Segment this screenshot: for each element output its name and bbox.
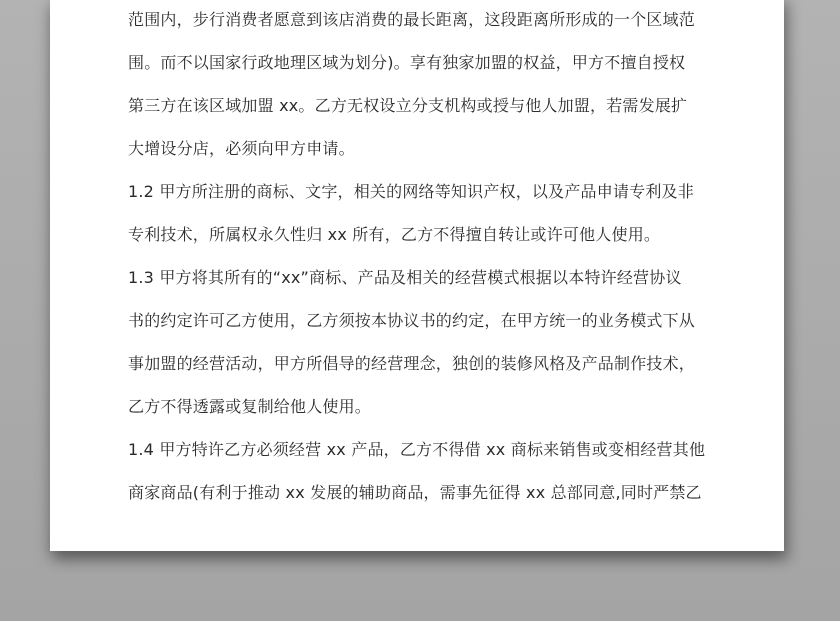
clause-1-3-line-4: 乙方不得透露或复制给他人使用。 — [128, 397, 372, 416]
clause-1-3-line-3: 事加盟的经营活动，甲方所倡导的经营理念，独创的装修风格及产品制作技术， — [128, 354, 696, 373]
clause-1-4-line-2: 商家商品(有利于推动 xx 发展的辅助商品，需事先征得 xx 总部同意,同时严禁乙 — [128, 483, 702, 502]
text-line: 大增设分店，必须向甲方申请。 — [128, 139, 355, 158]
clause-1-4-line-1: 1.4 甲方特许乙方必须经营 xx 产品，乙方不得借 xx 商标来销售或变相经营其他 — [128, 440, 706, 459]
text-line: 第三方在该区域加盟 xx。乙方无权设立分支机构或授与他人加盟，若需发展扩 — [128, 96, 688, 115]
document-page — [50, 0, 784, 551]
text-line: 围。而不以国家行政地理区域为划分)。享有独家加盟的权益，甲方不擅自授权 — [128, 53, 686, 72]
clause-1-2-line-1: 1.2 甲方所注册的商标、文字，相关的网络等知识产权，以及产品申请专利及非 — [128, 182, 694, 201]
text-line: 范围内，步行消费者愿意到该店消费的最长距离，这段距离所形成的一个区域范 — [128, 10, 696, 29]
clause-1-2-line-2: 专利技术，所属权永久性归 xx 所有，乙方不得擅自转让或许可他人使用。 — [128, 225, 661, 244]
clause-1-3-line-2: 书的约定许可乙方使用，乙方须按本协议书的约定，在甲方统一的业务模式下从 — [128, 311, 696, 330]
clause-1-3-line-1: 1.3 甲方将其所有的“xx”商标、产品及相关的经营模式根据以本特许经营协议 — [128, 268, 682, 287]
